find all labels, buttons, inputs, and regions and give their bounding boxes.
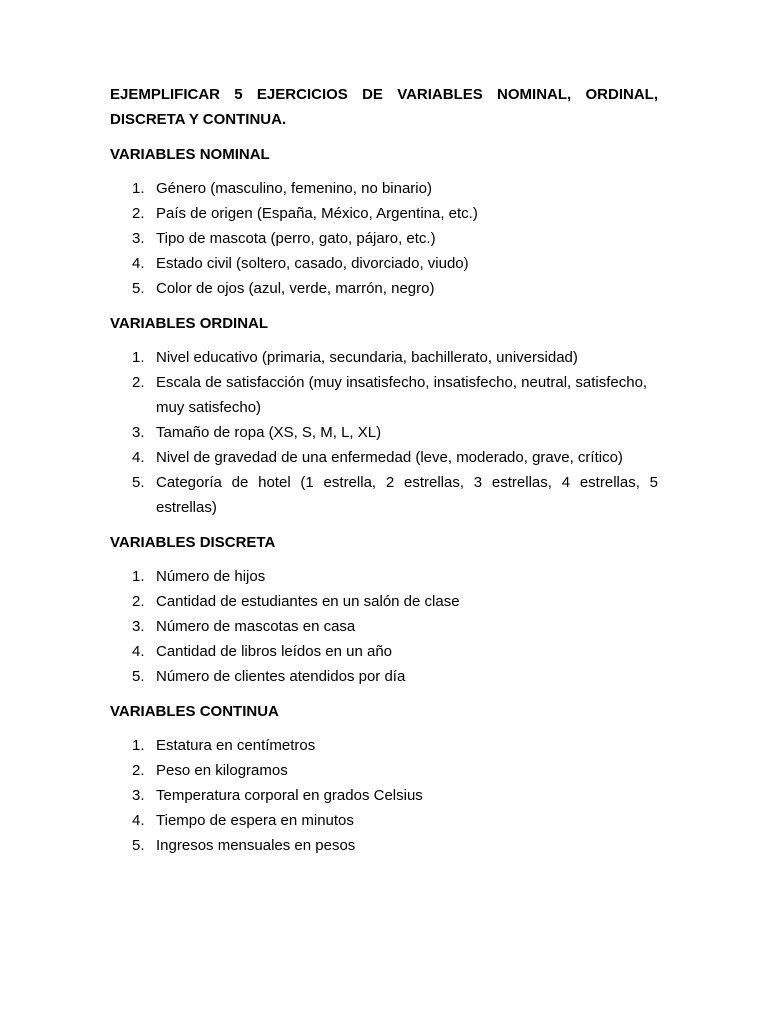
item-text: Color de ojos (azul, verde, marrón, negro) bbox=[156, 280, 435, 297]
section-heading: VARIABLES ORDINAL bbox=[110, 315, 269, 332]
item-text: Estatura en centímetros bbox=[156, 737, 316, 754]
item-text: Número de mascotas en casa bbox=[156, 618, 356, 635]
item-text: Temperatura corporal en grados Celsius bbox=[156, 787, 423, 804]
list-item bbox=[110, 758, 658, 783]
item-number: 3. bbox=[132, 424, 145, 441]
item-list bbox=[110, 733, 658, 858]
section-ordinal bbox=[110, 311, 658, 520]
section-discreta bbox=[110, 530, 658, 689]
item-number: 2. bbox=[132, 762, 145, 779]
document-title: EJEMPLIFICAR 5 EJERCICIOS DE VARIABLES NOMINAL, ORDINAL, DISCRETA Y CONTINUA. bbox=[110, 86, 658, 128]
section-heading: VARIABLES DISCRETA bbox=[110, 534, 276, 551]
list-item bbox=[110, 783, 658, 808]
list-item bbox=[110, 420, 658, 445]
list-item bbox=[110, 564, 658, 589]
item-number: 2. bbox=[132, 593, 145, 610]
list-item bbox=[110, 276, 658, 301]
item-number: 5. bbox=[132, 280, 145, 297]
item-number: 5. bbox=[132, 837, 145, 854]
item-number: 1. bbox=[132, 568, 145, 585]
item-number: 2. bbox=[132, 205, 145, 222]
list-item bbox=[110, 614, 658, 639]
item-text: País de origen (España, México, Argentina, etc.) bbox=[156, 205, 478, 222]
list-item bbox=[110, 470, 658, 520]
list-item bbox=[110, 664, 658, 689]
item-number: 3. bbox=[132, 230, 145, 247]
section-heading: VARIABLES CONTINUA bbox=[110, 703, 279, 720]
list-item bbox=[110, 201, 658, 226]
list-item bbox=[110, 370, 658, 420]
list-item bbox=[110, 833, 658, 858]
item-list bbox=[110, 176, 658, 301]
item-text: Escala de satisfacción (muy insatisfecho, insatisfecho, neutral, satisfecho, muy satisfecho) bbox=[156, 374, 648, 416]
item-text: Cantidad de libros leídos en un año bbox=[156, 643, 393, 660]
list-item bbox=[110, 251, 658, 276]
item-number: 1. bbox=[132, 737, 145, 754]
list-item bbox=[110, 639, 658, 664]
item-text: Género (masculino, femenino, no binario) bbox=[156, 180, 432, 197]
item-text: Nivel de gravedad de una enfermedad (leve, moderado, grave, crítico) bbox=[156, 449, 623, 466]
list-item bbox=[110, 345, 658, 370]
section-heading: VARIABLES NOMINAL bbox=[110, 146, 270, 163]
item-text: Cantidad de estudiantes en un salón de clase bbox=[156, 593, 460, 610]
item-list bbox=[110, 564, 658, 689]
item-text: Ingresos mensuales en pesos bbox=[156, 837, 356, 854]
section-continua bbox=[110, 699, 658, 858]
list-item bbox=[110, 176, 658, 201]
item-text: Categoría de hotel (1 estrella, 2 estrellas, 3 estrellas, 4 estrellas, 5 estrellas) bbox=[156, 474, 658, 516]
item-list bbox=[110, 345, 658, 520]
item-number: 3. bbox=[132, 787, 145, 804]
item-text: Tipo de mascota (perro, gato, pájaro, etc.) bbox=[156, 230, 436, 247]
item-text: Peso en kilogramos bbox=[156, 762, 288, 779]
item-text: Número de hijos bbox=[156, 568, 266, 585]
list-item bbox=[110, 445, 658, 470]
section-nominal bbox=[110, 142, 658, 301]
list-item bbox=[110, 733, 658, 758]
item-text: Nivel educativo (primaria, secundaria, bachillerato, universidad) bbox=[156, 349, 578, 366]
item-number: 4. bbox=[132, 255, 145, 272]
item-number: 4. bbox=[132, 449, 145, 466]
item-text: Número de clientes atendidos por día bbox=[156, 668, 406, 685]
item-number: 5. bbox=[132, 668, 145, 685]
list-item bbox=[110, 808, 658, 833]
item-text: Tamaño de ropa (XS, S, M, L, XL) bbox=[156, 424, 382, 441]
list-item bbox=[110, 226, 658, 251]
item-number: 3. bbox=[132, 618, 145, 635]
list-item bbox=[110, 589, 658, 614]
item-number: 2. bbox=[132, 374, 145, 391]
item-number: 4. bbox=[132, 643, 145, 660]
item-number: 1. bbox=[132, 180, 145, 197]
item-text: Tiempo de espera en minutos bbox=[156, 812, 354, 829]
document-body bbox=[110, 82, 658, 868]
item-number: 5. bbox=[132, 474, 145, 491]
item-number: 4. bbox=[132, 812, 145, 829]
item-number: 1. bbox=[132, 349, 145, 366]
item-text: Estado civil (soltero, casado, divorciado, viudo) bbox=[156, 255, 469, 272]
